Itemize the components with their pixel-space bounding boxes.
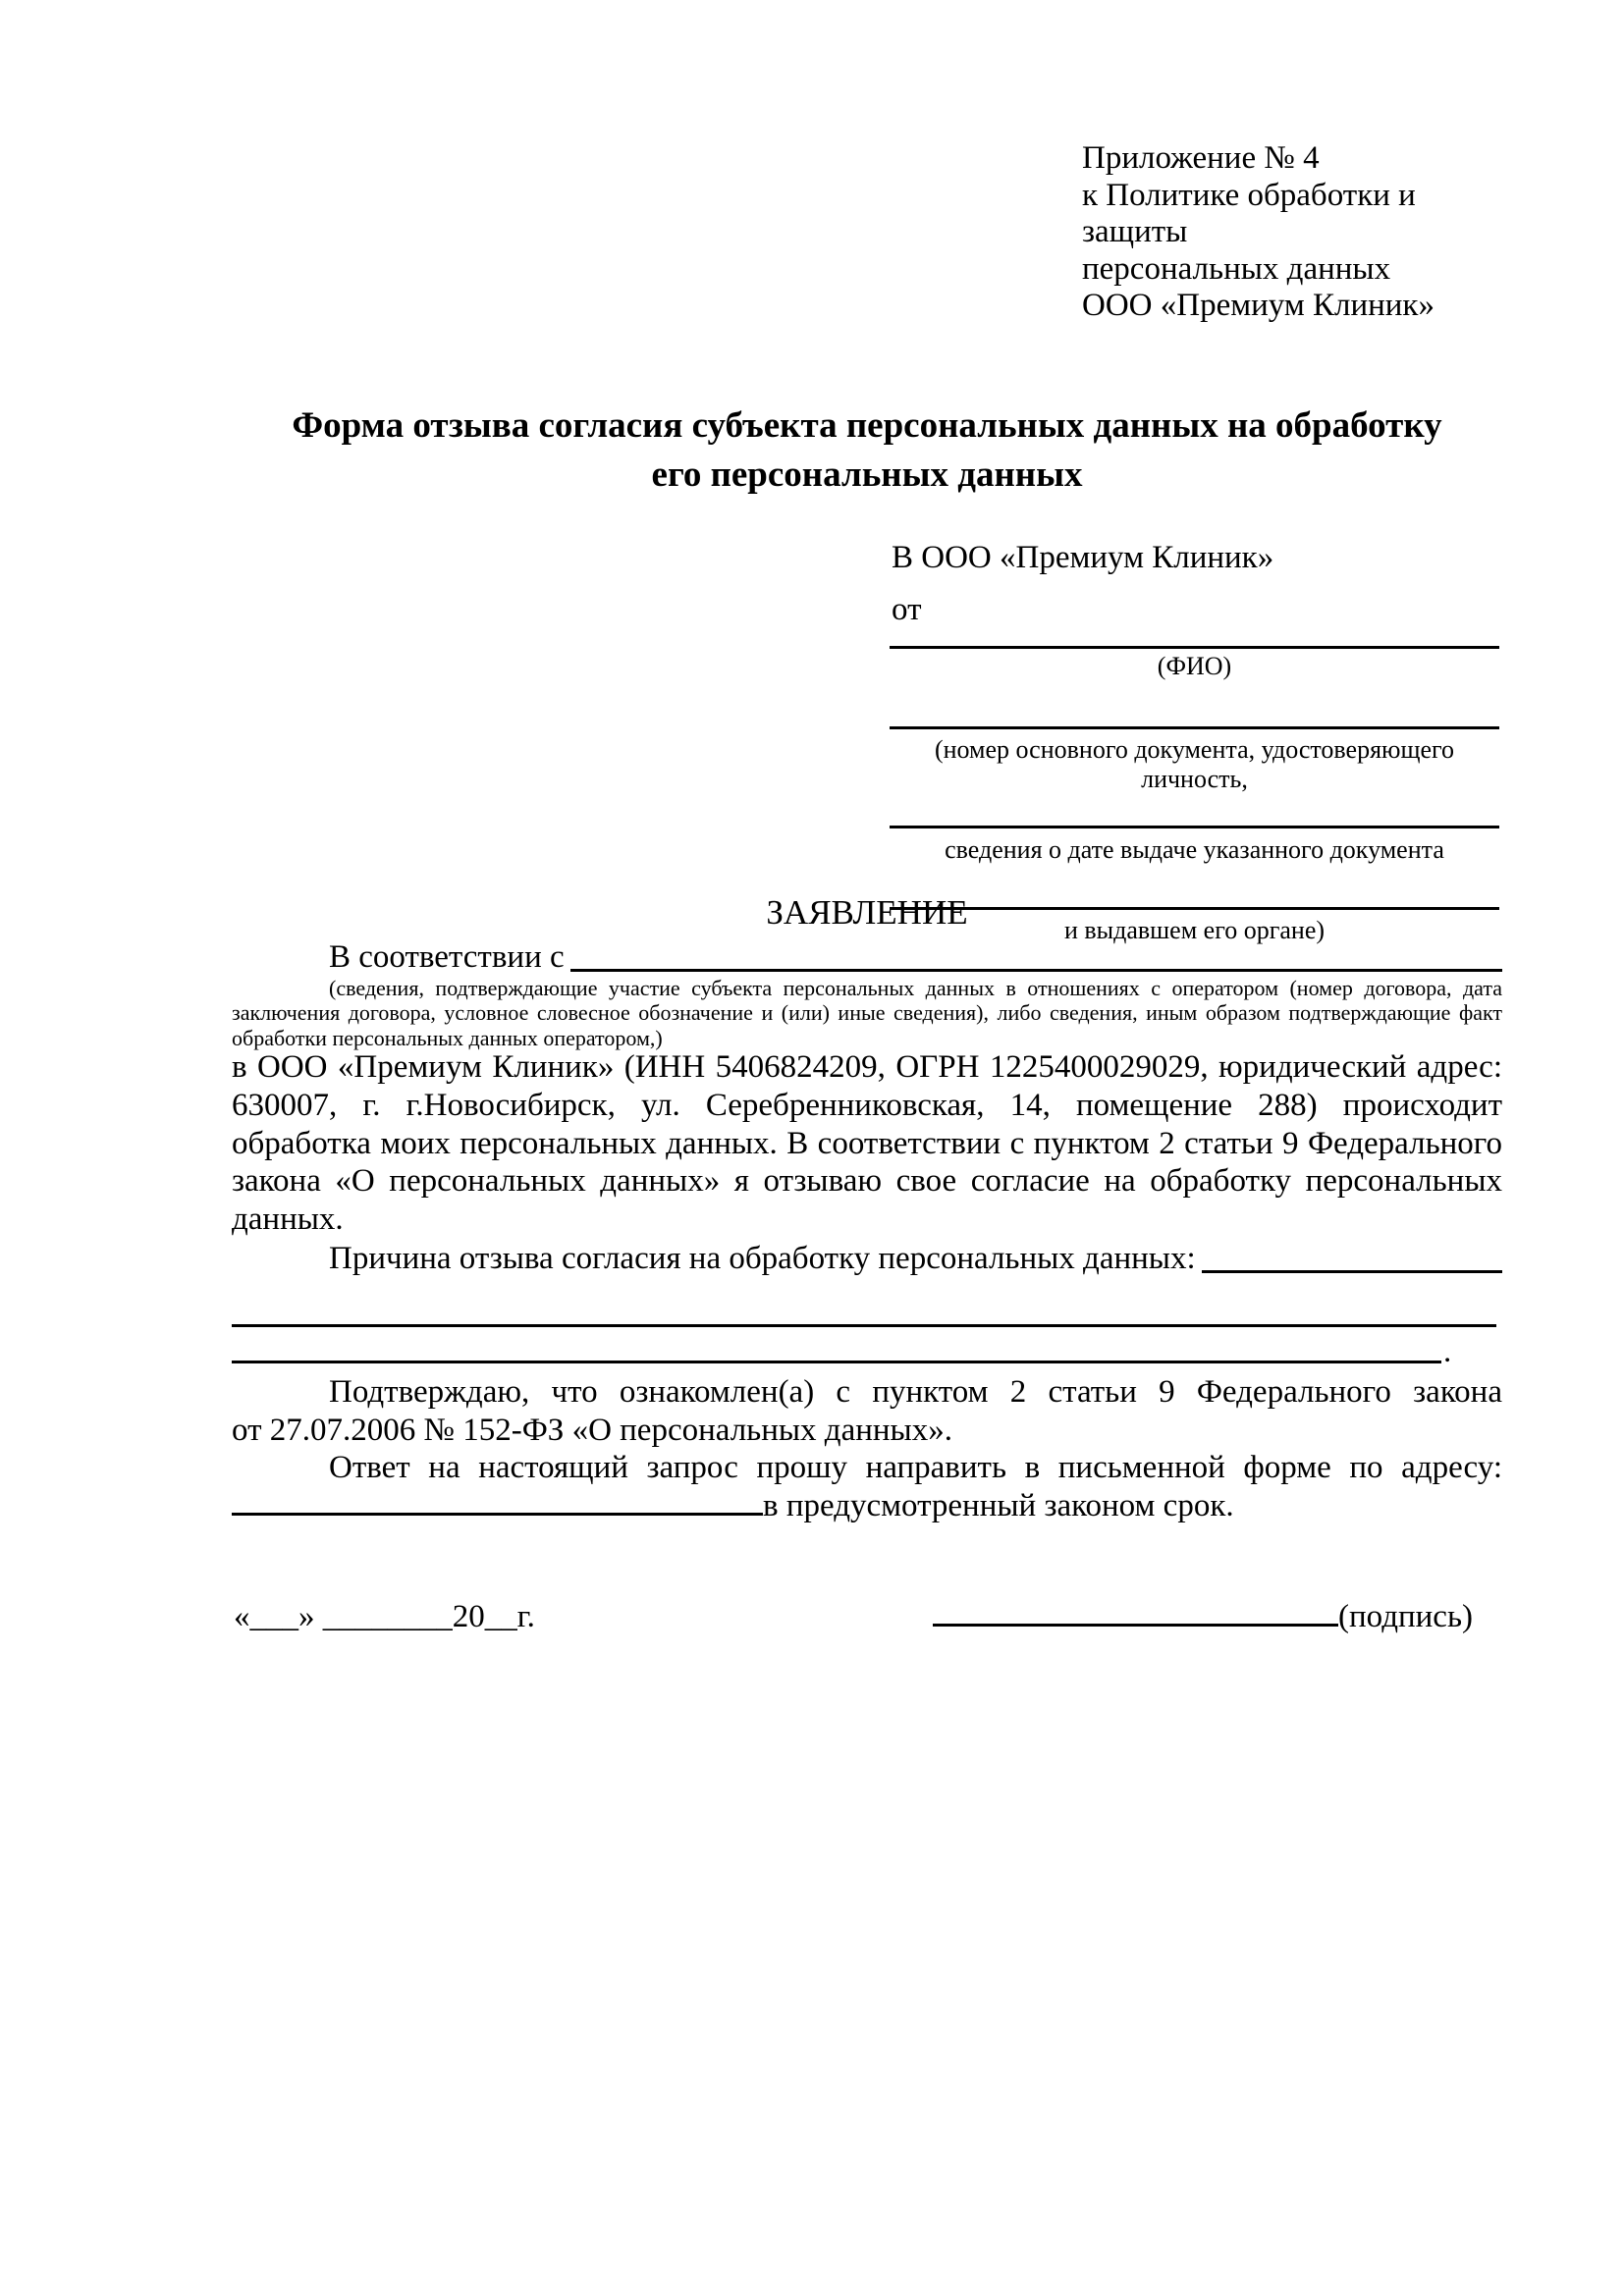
reason-label: Причина отзыва согласия на обработку персональных данных: (329, 1241, 1196, 1276)
body-line: закона «О персональных данных» я отзываю свое согласие на обработку персональных (232, 1163, 1502, 1200)
reply-paragraph (232, 1449, 1502, 1525)
intro-label: В соответствии с (329, 939, 565, 975)
issue-date-caption: сведения о дате выдаче указанного документа (945, 835, 1444, 864)
issuing-authority-caption: и выдавшем его органе) (1063, 916, 1326, 944)
blank-line-period: . (1443, 1334, 1452, 1369)
reason-blank-line-3 (232, 1361, 1441, 1363)
intro-caption (232, 976, 1502, 1050)
confirmation-line: Подтверждаю, что ознакомлен(а) с пунктом 2 статьи 9 Федерального закона (329, 1374, 1502, 1410)
addressee-from-label: от (892, 592, 922, 627)
confirmation-line: от 27.07.2006 № 152-ФЗ «О персональных данных». (232, 1412, 952, 1448)
body-line: обработка моих персональных данных. В соответствии с пунктом 2 статьи 9 Федерального (232, 1125, 1502, 1161)
document-title-line: его персональных данных (651, 454, 1083, 495)
confirmation-paragraph (232, 1373, 1502, 1450)
signature-caption: (подпись) (1338, 1599, 1473, 1634)
body-paragraph (232, 1048, 1502, 1239)
reason-blank-line (1202, 1240, 1502, 1273)
intro-row (232, 938, 1502, 977)
fio-blank-line (890, 646, 1499, 649)
reply-line: Ответ на настоящий запрос прошу направить в письменной форме по адресу: (329, 1450, 1502, 1485)
appendix-block (1082, 140, 1514, 325)
appendix-line: к Политике обработки и защиты (1082, 177, 1416, 249)
statement-heading: ЗАЯВЛЕНИЕ (766, 893, 968, 932)
appendix-line: персональных данных (1082, 250, 1391, 287)
appendix-line: Приложение № 4 (1082, 140, 1320, 176)
body-line: данных. (232, 1201, 344, 1237)
document-number-caption: (номер основного документа, удостоверяющего личность, (934, 735, 1455, 793)
addressee-to: В ООО «Премиум Клиник» (892, 540, 1274, 575)
intro-caption-line: (сведения, подтверждающие участие субъекта персональных данных в отношениях с оператором (номер договора, дата (329, 976, 1502, 1000)
appendix-line: ООО «Премиум Клиник» (1082, 288, 1435, 323)
reply-tail: в предусмотренный законом срок. (763, 1487, 1234, 1523)
intro-blank-line (570, 938, 1502, 972)
document-title (232, 401, 1502, 500)
signature-row (933, 1598, 1473, 1636)
signature-blank-line (933, 1624, 1338, 1627)
date-blank: «___» ________20__г. (234, 1599, 535, 1634)
body-line: 630007, г. г.Новосибирск, ул. Серебренниковская, 14, помещение 288) происходит (232, 1087, 1502, 1123)
reason-row (232, 1240, 1502, 1278)
intro-caption-line: обработки персональных данных оператором,) (232, 1025, 663, 1050)
intro-caption-line: заключения договора, условное словесное обозначение и (или) иные сведения), либо сведения, иным образом подтверждающие факт (232, 1000, 1502, 1026)
reason-blank-line-2 (232, 1324, 1496, 1327)
document-number-blank-line (890, 726, 1499, 729)
fio-caption: (ФИО) (1157, 652, 1232, 680)
issue-date-blank-line (890, 826, 1499, 828)
body-line: в ООО «Премиум Клиник» (ИНН 5406824209, ОГРН 1225400029029, юридический адрес: (232, 1049, 1502, 1085)
reply-address-row (232, 1487, 1502, 1525)
document-title-line: Форма отзыва согласия субъекта персональных данных на обработку (292, 405, 1442, 446)
reply-address-blank-line (232, 1513, 763, 1516)
